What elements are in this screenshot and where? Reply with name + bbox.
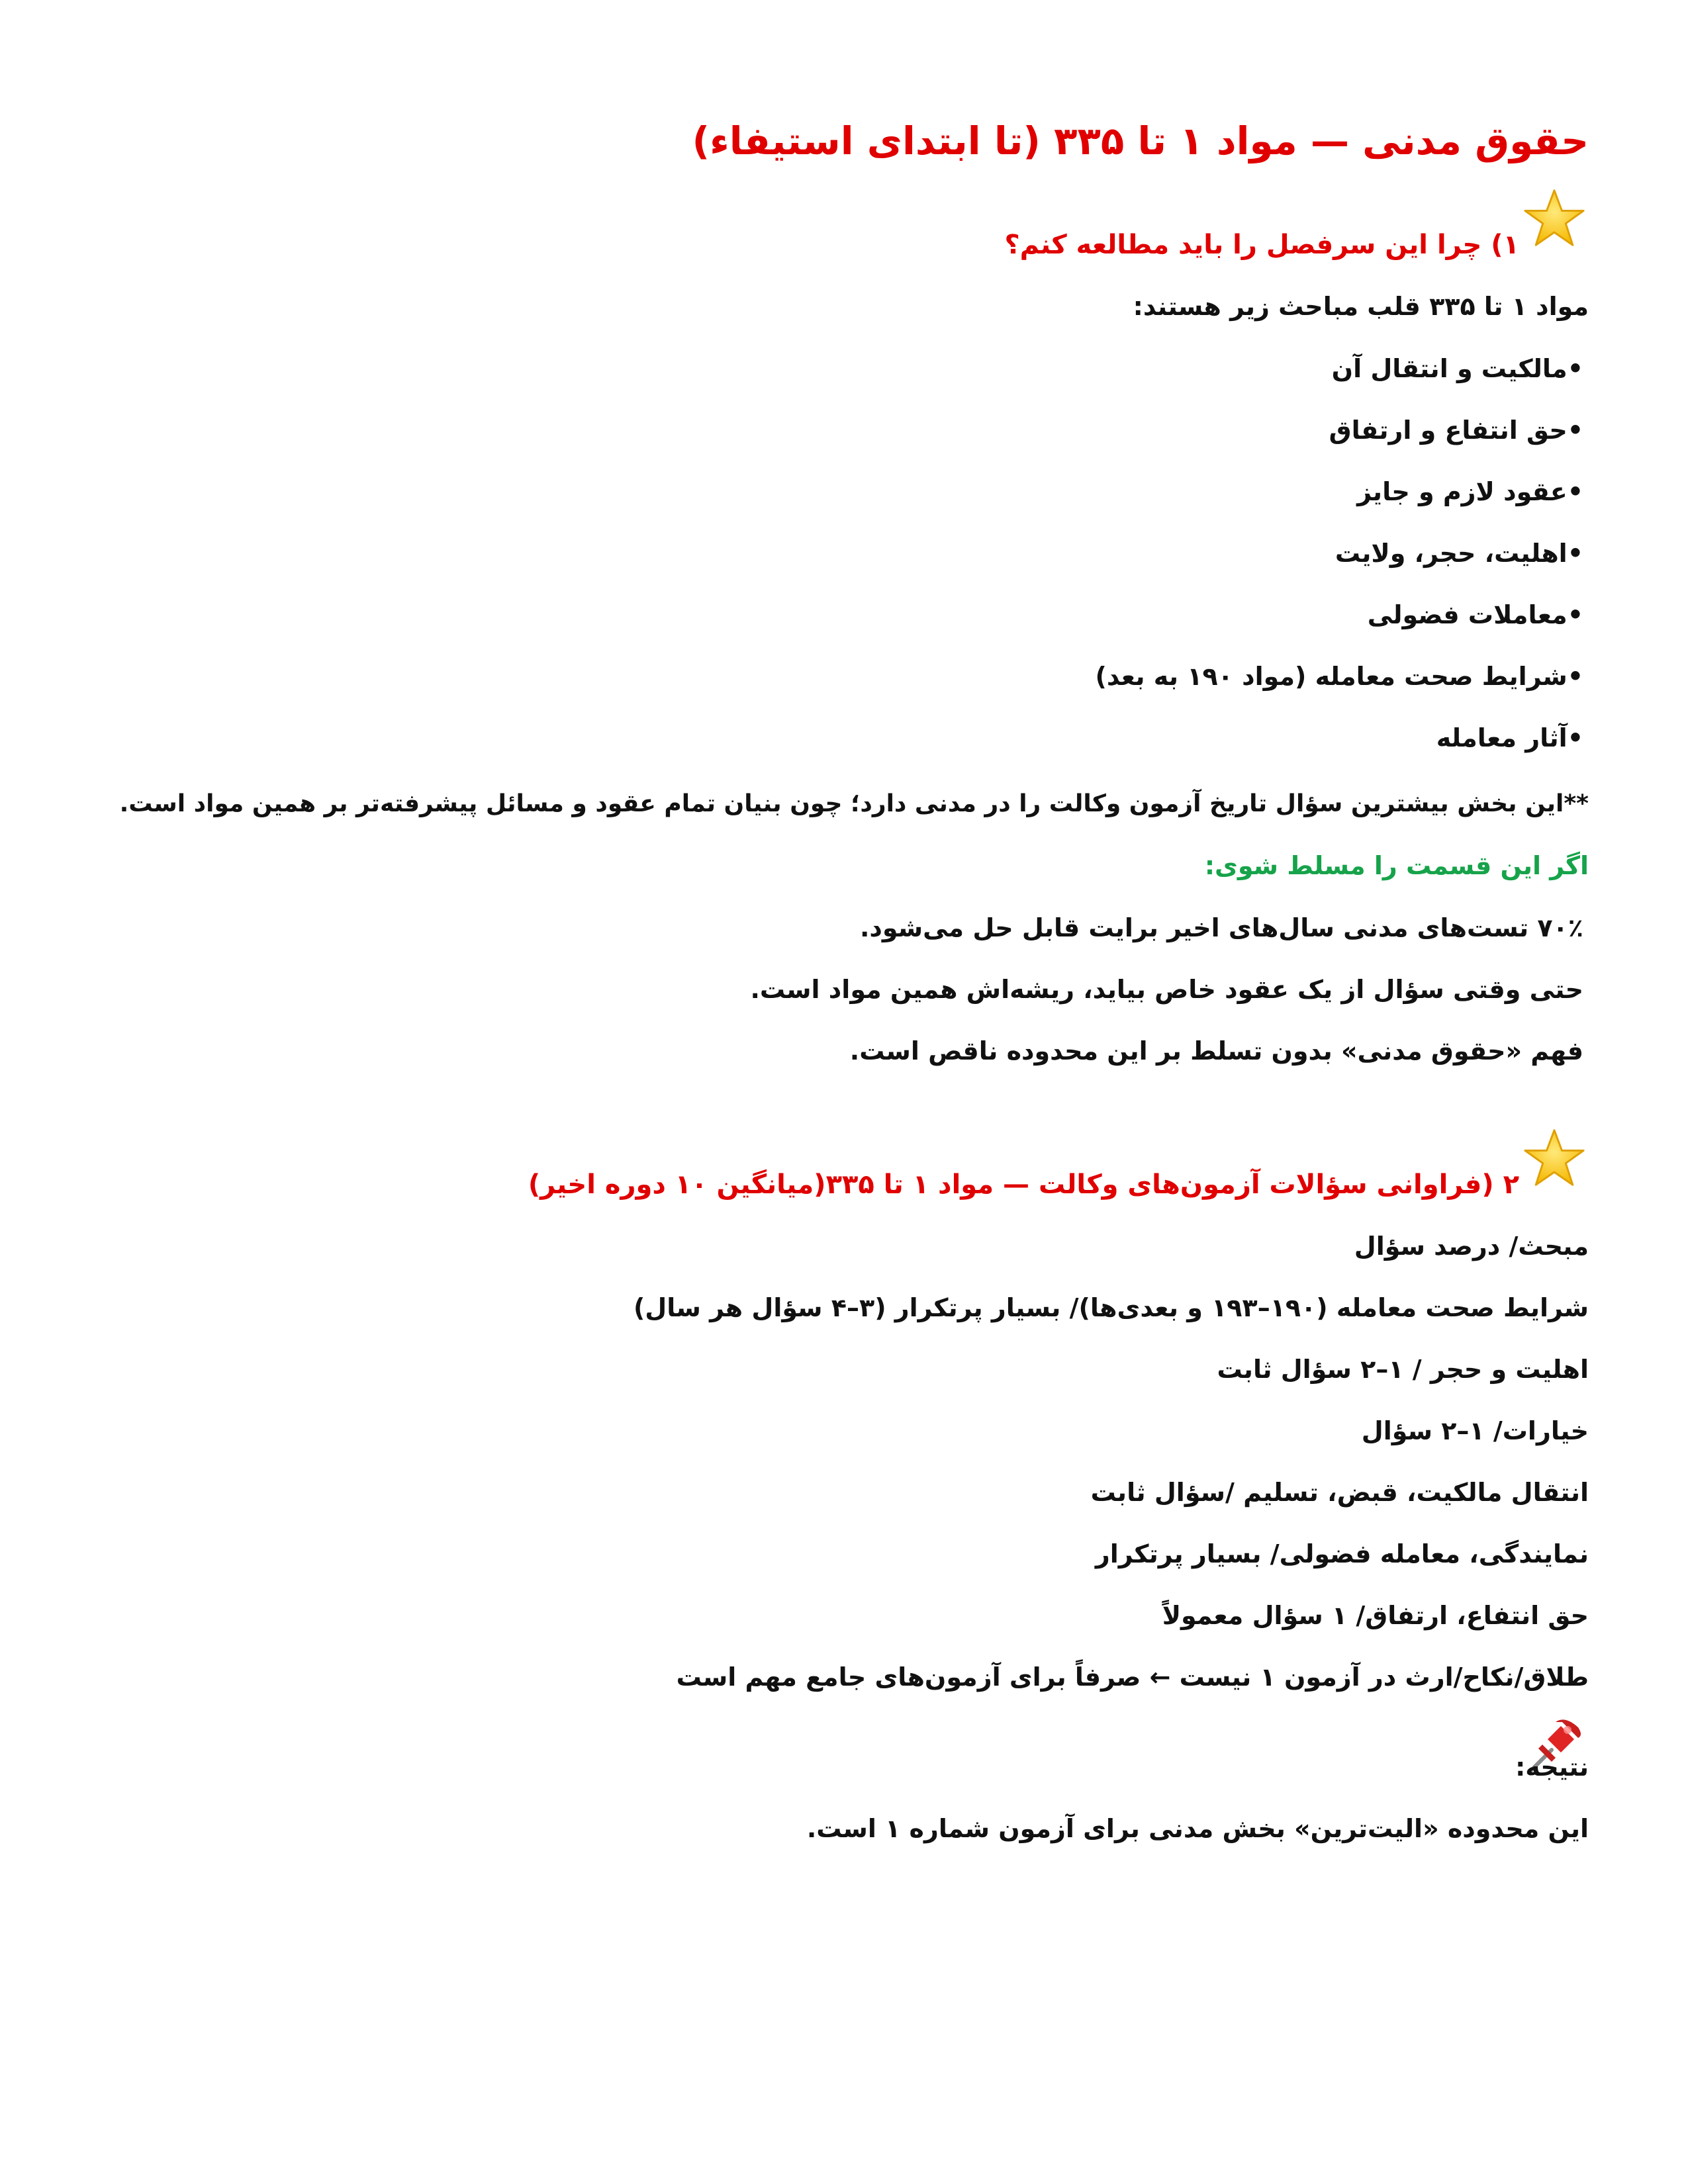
list-item: ۷۰٪ تست‌های مدنی سال‌های اخیر برایت قابل حل می‌شود. (859, 913, 1583, 942)
list-item: •معاملات فضولی (1367, 600, 1583, 629)
list-item: •اهلیت، حجر، ولایت (1335, 539, 1583, 568)
section1-intro: مواد ۱ تا ۳۳۵ قلب مباحث زیر هستند: (1133, 292, 1589, 321)
star-icon (1523, 187, 1586, 250)
list-item: حتی وقتی سؤال از یک عقود خاص بیاید، ریشه‌اش همین مواد است. (750, 975, 1583, 1004)
result-heading: نتیجه: (1515, 1752, 1589, 1782)
list-item: فهم «حقوق مدنی» بدون تسلط بر این محدوده ناقص است. (849, 1036, 1583, 1066)
table-row: خیارات/ ۱–۲ سؤال (1361, 1416, 1589, 1445)
star-icon (1523, 1126, 1586, 1190)
table-row: حق انتفاع، ارتفاق/ ۱ سؤال معمولاً (1162, 1601, 1589, 1630)
list-item: •عقود لازم و جایز (1357, 477, 1583, 506)
section1-note: **این بخش بیشترین سؤال تاریخ آزمون وکالت را در مدنی دارد؛ چون بنیان تمام عقود و مسائل پیشرفته‌تر بر همین مواد است. (119, 790, 1589, 817)
list-item: •مالکیت و انتقال آن (1331, 354, 1583, 383)
section1-heading: ۱) چرا این سرفصل را باید مطالعه کنم؟ (1004, 230, 1519, 260)
table-row: انتقال مالکیت، قبض، تسلیم /سؤال ثابت (1090, 1478, 1589, 1507)
list-item: •حق انتفاع و ارتفاق (1329, 416, 1583, 445)
table-row: نمایندگی، معامله فضولی/ بسیار پرتکرار (1095, 1539, 1589, 1569)
list-item: •شرایط صحت معامله (مواد ۱۹۰ به بعد) (1095, 662, 1583, 691)
page-title: حقوق مدنی — مواد ۱ تا ۳۳۵ (تا ابتدای استیفاء) (692, 118, 1589, 163)
frequency-table-header: مبحث/ درصد سؤال (1354, 1232, 1589, 1261)
section2-heading: ۲ (فراوانی سؤالات آزمون‌های وکالت — مواد ۱ تا ۳۳۵(میانگین ۱۰ دوره اخیر) (528, 1169, 1519, 1200)
mastery-heading: اگر این قسمت را مسلط شوی: (1204, 851, 1589, 880)
table-row: طلاق/نکاح/ارث در آزمون ۱ نیست ← صرفاً برای آزمون‌های جامع مهم است (676, 1662, 1589, 1692)
list-item: •آثار معامله (1436, 723, 1583, 752)
table-row: شرایط صحت معامله (۱۹۰–۱۹۳ و بعدی‌ها)/ بسیار پرتکرار (۳–۴ سؤال هر سال) (633, 1293, 1589, 1322)
result-text: این محدوده «الیت‌ترین» بخش مدنی برای آزمون شماره ۱ است. (806, 1814, 1589, 1843)
table-row: اهلیت و حجر / ۱–۲ سؤال ثابت (1217, 1355, 1589, 1384)
